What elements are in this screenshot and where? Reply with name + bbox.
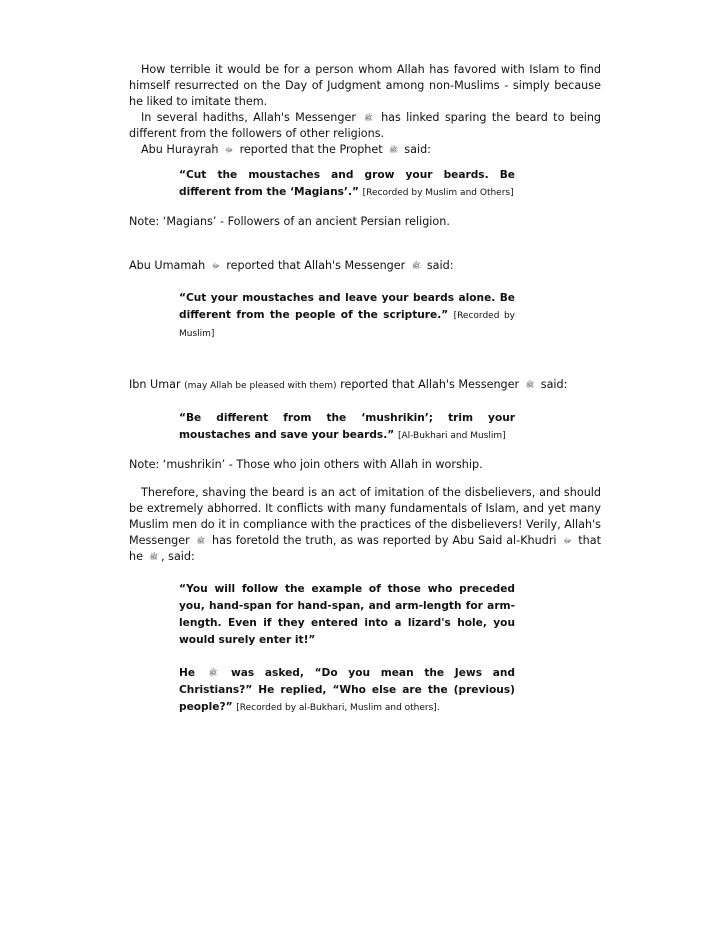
honorific-seal-icon: ﷺ <box>411 262 421 270</box>
paragraph-6-middle2: that he <box>129 534 601 563</box>
hadith-quote-5 <box>179 665 515 717</box>
paragraph-4-before: Abu Umamah <box>129 259 206 272</box>
quote-2-text: “Cut your moustaches and leave your beards alone. Be different from the people of the scripture.” <box>179 292 515 321</box>
quote-4-text: “You will follow the example of those who preceded you, hand-span for hand-span, and arm-length for arm-length. Even if they entered into a lizard's hole, you would surely enter it!” <box>179 583 515 646</box>
note-mushrikin: Note: ‘mushrikin’ - Those who join others with Allah in worship. <box>129 458 483 471</box>
hadith-quote-4 <box>179 581 515 649</box>
hadith-quote-1 <box>179 167 515 202</box>
companion-seal-icon: ﷻ <box>563 537 572 545</box>
paragraph-3-after: said: <box>404 143 431 156</box>
companion-seal-icon: ﷻ <box>225 146 233 154</box>
paragraph-5 <box>129 377 601 394</box>
document-page <box>129 62 601 717</box>
paragraph-3 <box>129 142 601 158</box>
quote-1-reference: [Recorded by Muslim and Others] <box>362 188 514 198</box>
paragraph-4-after: said: <box>426 259 454 272</box>
honorific-seal-icon: ﷺ <box>389 146 398 154</box>
paragraph-5-aside: (may Allah be pleased with them) <box>184 381 337 391</box>
paragraph-5-after: said: <box>540 378 568 391</box>
quote-5-reference: [Recorded by al-Bukhari, Muslim and others]. <box>236 703 440 713</box>
honorific-seal-icon: ﷺ <box>525 381 535 389</box>
paragraph-5-name: Ibn Umar <box>129 378 181 391</box>
companion-seal-icon: ﷻ <box>211 262 220 270</box>
paragraph-2-after: has linked sparing the beard to being different from the followers of other religions. <box>129 111 602 140</box>
hadith-quote-2 <box>179 290 515 343</box>
paragraph-6-before: Therefore, shaving the beard is an act of imitation of the disbelievers, and should be extremely abhorred. It conflicts with many fundamentals of Islam, and yet many Muslim men do it in compliance with the practices of the disbelievers! Verily, Allah's Messenger <box>129 486 601 547</box>
honorific-seal-icon: ﷺ <box>208 669 218 677</box>
paragraph-2-before: In several hadiths, Allah's Messenger <box>141 111 356 124</box>
quote-3-text: “Be different from the ‘mushrikin’; trim your moustaches and save your beards.” <box>179 412 515 441</box>
paragraph-3-before: Abu Hurayrah <box>141 143 219 156</box>
honorific-seal-icon: ﷺ <box>364 114 373 122</box>
quote-2-reference: [Recorded by Muslim] <box>179 311 515 339</box>
quote-1-text: “Cut the moustaches and grow your beards. Be different from the ‘Magians’.” <box>179 169 515 198</box>
quote-5-before: He <box>179 667 196 679</box>
paragraph-6 <box>129 485 601 565</box>
honorific-seal-icon: ﷺ <box>196 537 206 545</box>
paragraph-3-middle: reported that the Prophet <box>239 143 383 156</box>
hadith-quote-3 <box>179 410 515 445</box>
paragraph-6-middle: has foretold the truth, as was reported by Abu Said al-Khudri <box>212 534 557 547</box>
paragraph-4-middle: reported that Allah's Messenger <box>226 259 406 272</box>
note-magians: Note: ‘Magians’ - Followers of an ancient Persian religion. <box>129 215 450 228</box>
paragraph-1 <box>129 62 601 110</box>
paragraph-5-middle: reported that Allah's Messenger <box>340 378 520 391</box>
paragraph-2 <box>129 110 601 142</box>
paragraph-1-text: How terrible it would be for a person whom Allah has favored with Islam to find himself resurrected on the Day of Judgment among non-Muslims - simply because he liked to imitate them. <box>129 63 601 108</box>
quote-3-reference: [Al-Bukhari and Muslim] <box>397 431 506 441</box>
paragraph-4 <box>129 258 601 274</box>
paragraph-6-after: , said: <box>161 550 195 563</box>
honorific-seal-icon: ﷺ <box>149 553 159 561</box>
quote-5-text: was asked, “Do you mean the Jews and Christians?” He replied, “Who else are the (previous) people?” <box>179 667 515 713</box>
